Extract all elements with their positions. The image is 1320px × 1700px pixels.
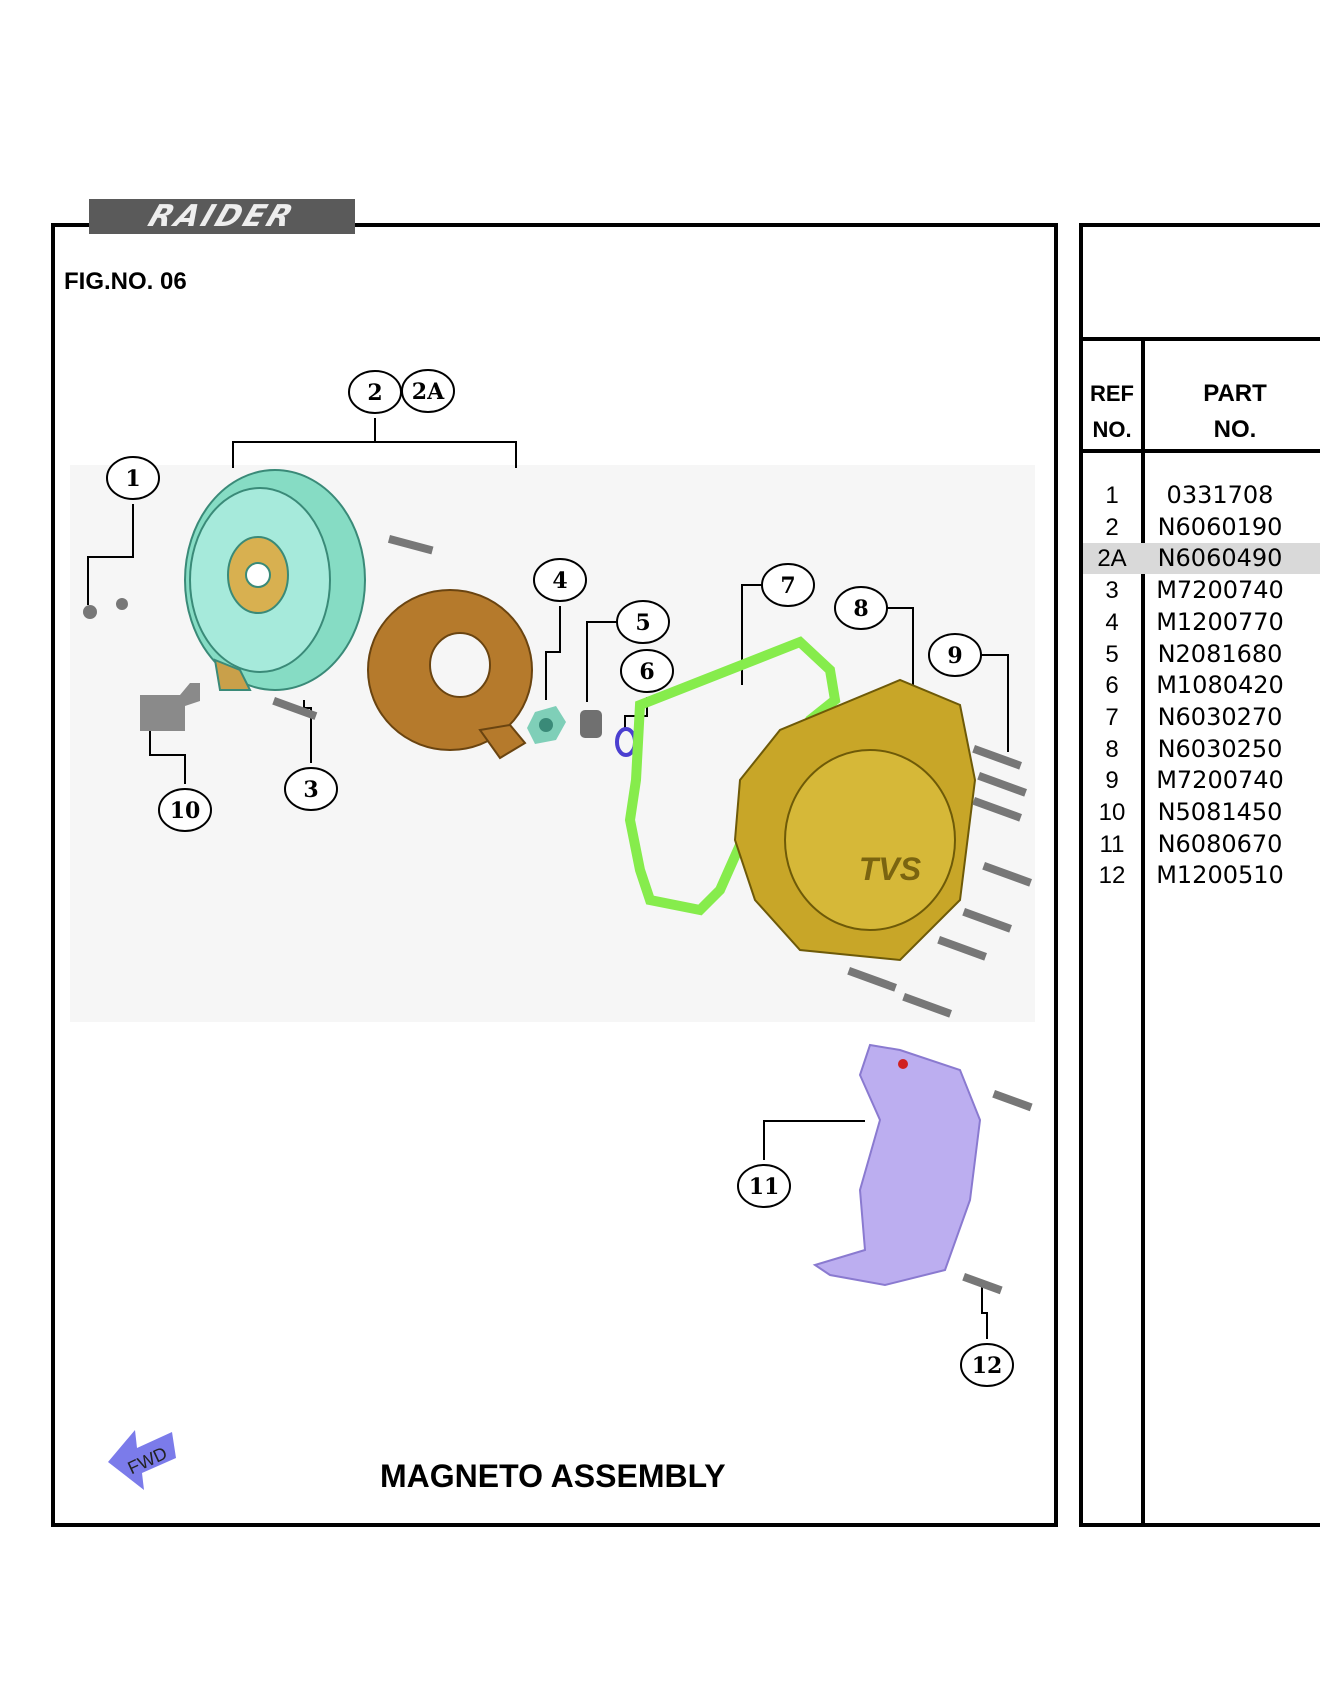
- part-no: M7200740: [1156, 766, 1284, 795]
- ref-no: 4: [1105, 608, 1119, 636]
- table-row: [1083, 765, 1320, 796]
- ref-no: 12: [1098, 862, 1126, 890]
- table-row: [1083, 797, 1320, 828]
- table-row: [1083, 480, 1320, 511]
- callout-2a: [402, 370, 454, 412]
- fwd-label: FWD: [124, 1442, 171, 1479]
- ref-no: 5: [1105, 640, 1119, 668]
- svg-text:9: 9: [947, 643, 963, 669]
- callout-9: [929, 634, 981, 676]
- ref-no: 8: [1105, 735, 1119, 763]
- table-divider: [1079, 337, 1320, 341]
- ref-no: 9: [1105, 767, 1119, 795]
- callout-1: [107, 457, 159, 499]
- svg-text:5: 5: [635, 610, 651, 636]
- figure-number: FIG.NO. 06: [64, 268, 187, 295]
- callout-2: [349, 371, 401, 413]
- header-part-line1: PART: [1203, 380, 1267, 407]
- svg-text:12: 12: [971, 1353, 1003, 1379]
- callout-10: [159, 789, 211, 831]
- part-no: 0331708: [1166, 481, 1274, 509]
- svg-text:4: 4: [552, 568, 568, 594]
- table-row: [1083, 639, 1320, 670]
- part-no: N6030250: [1157, 734, 1283, 763]
- svg-text:2A: 2A: [411, 379, 445, 405]
- svg-text:7: 7: [780, 573, 796, 599]
- fwd-arrow-icon: [108, 1430, 176, 1490]
- table-row: [1083, 734, 1320, 765]
- svg-text:8: 8: [853, 596, 869, 622]
- header-ref: [1083, 376, 1141, 448]
- ref-no: 3: [1105, 577, 1119, 605]
- svg-text:3: 3: [303, 777, 319, 803]
- ref-no: 7: [1105, 703, 1119, 731]
- header-part-line2: NO.: [1213, 416, 1257, 443]
- part-no: N6060490: [1157, 544, 1283, 573]
- ref-no: 6: [1105, 672, 1119, 700]
- ref-no: 11: [1099, 830, 1125, 858]
- nut-hole: [539, 718, 553, 732]
- callout-3: [285, 768, 337, 810]
- callout-8: [835, 587, 887, 629]
- table-row: [1083, 829, 1320, 860]
- plug-bolt-part: [580, 710, 602, 738]
- table-row: [1083, 607, 1320, 638]
- cover-guard-part: [815, 1045, 980, 1285]
- callout-7: [762, 564, 814, 606]
- ref-no: 2: [1105, 513, 1119, 541]
- part-no: M1200510: [1156, 861, 1284, 890]
- header-part: [1145, 376, 1320, 448]
- callout-5: [617, 601, 669, 643]
- part-no: N6060190: [1157, 512, 1283, 541]
- part-no: N2081680: [1157, 639, 1283, 668]
- part-no: N5081450: [1157, 798, 1283, 826]
- header-ref-line2: NO.: [1092, 417, 1132, 442]
- callout-4: [534, 559, 586, 601]
- flywheel: [185, 470, 365, 690]
- table-row: [1083, 702, 1320, 733]
- svg-text:6: 6: [639, 659, 655, 685]
- callout-6: [621, 650, 673, 692]
- callout-12: [961, 1344, 1013, 1386]
- raider-logo: [89, 199, 355, 234]
- ref-no: 2A: [1097, 545, 1127, 573]
- svg-text:10: 10: [169, 798, 201, 824]
- ref-no: 10: [1098, 799, 1126, 826]
- part-no: N6080670: [1157, 829, 1283, 858]
- callout-11: [738, 1165, 790, 1207]
- assembly-title: MAGNETO ASSEMBLY: [380, 1458, 726, 1494]
- part-no: M1080420: [1156, 671, 1284, 700]
- svg-text:2: 2: [367, 380, 383, 406]
- svg-text:11: 11: [748, 1174, 780, 1200]
- ref-no: 1: [1105, 482, 1119, 509]
- table-row: [1083, 512, 1320, 543]
- part-no: M1200770: [1156, 607, 1284, 636]
- table-divider: [1079, 449, 1320, 453]
- logo-text: RAIDER: [143, 199, 301, 234]
- table-row: [1083, 543, 1320, 574]
- tvs-brand-mark: TVS: [858, 851, 922, 887]
- part-no: N6030270: [1157, 702, 1283, 731]
- table-row: [1083, 575, 1320, 606]
- svg-text:1: 1: [125, 466, 141, 492]
- table-row: [1083, 860, 1320, 891]
- header-ref-line1: REF: [1090, 381, 1134, 406]
- table-row: [1083, 670, 1320, 701]
- part-no: M7200740: [1156, 576, 1284, 605]
